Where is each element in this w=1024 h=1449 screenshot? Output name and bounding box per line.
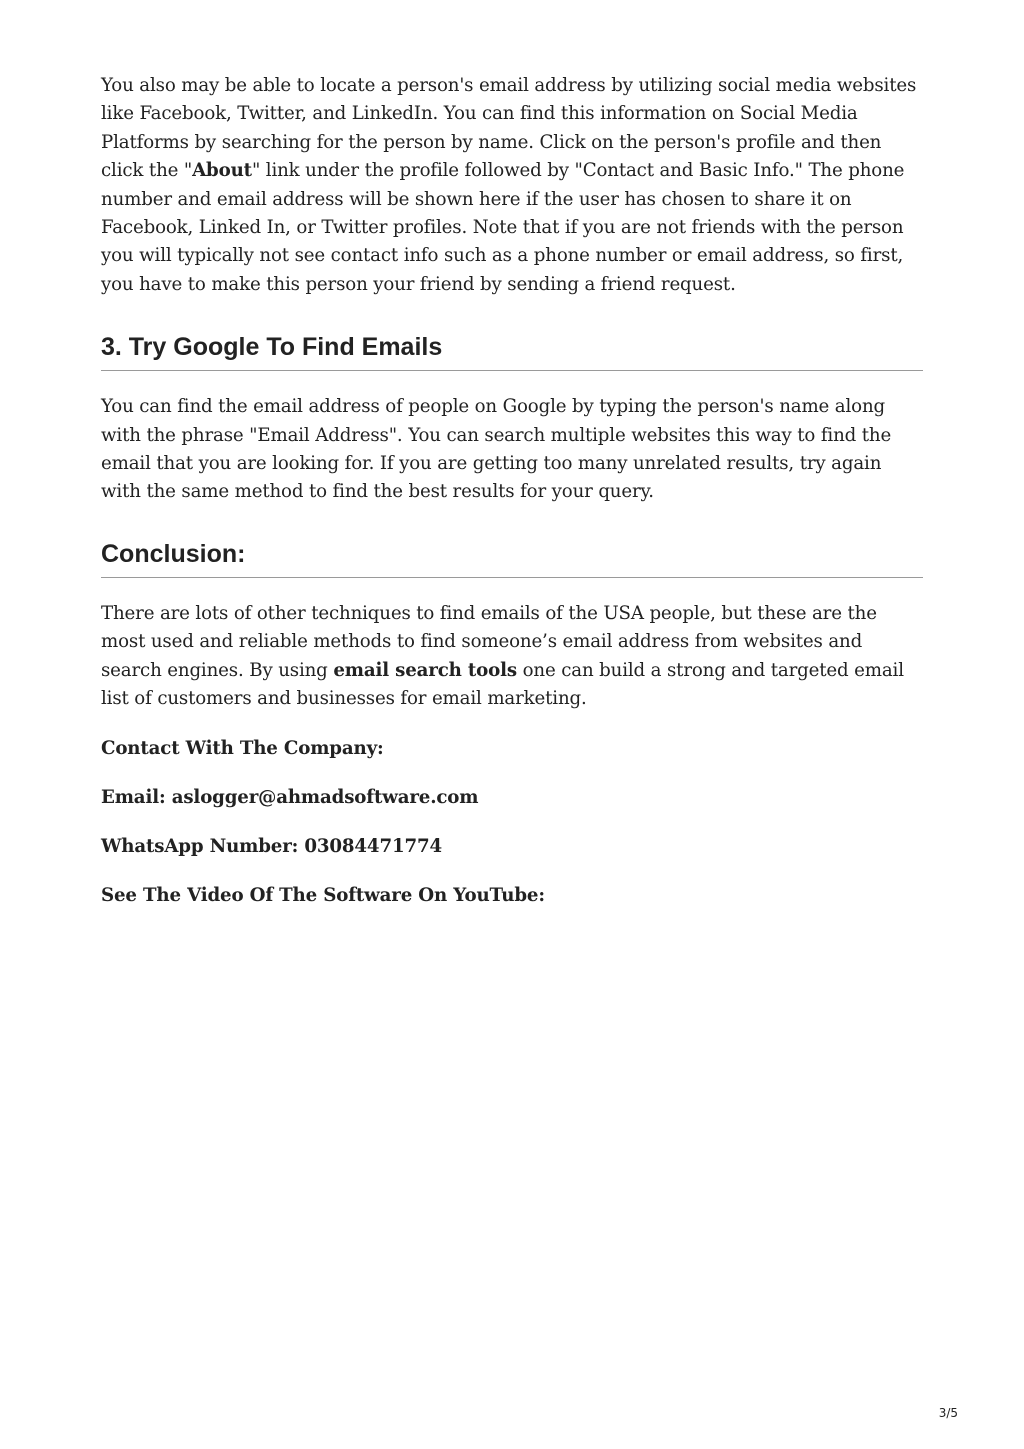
conclusion-paragraph bbox=[101, 600, 923, 714]
google-section-heading: 3. Try Google To Find Emails bbox=[101, 332, 923, 371]
google-section-paragraph: You can find the email address of people on Google by typing the person's name along with the phrase "Email Address". You can search multiple websites this way to find the email that you are looking for. If you are getting too many unrelated results, try again with the same method to find the best results for your query. bbox=[101, 396, 892, 503]
intro-text-end: " link under the profile followed by "Contact and Basic Info." The phone number and email address will be shown here if the user has chosen to share it on Facebook, Linked In, or Twitter profiles. Note that if you are not friends with the person you will typically not see contact info such as a phone number or email address, so first, you have to make this person your friend by sending a friend request. bbox=[101, 160, 905, 295]
about-link-text: About bbox=[192, 160, 252, 182]
contact-whatsapp: WhatsApp Number: 03084471774 bbox=[101, 835, 442, 857]
intro-paragraph bbox=[101, 72, 923, 299]
video-heading: See The Video Of The Software On YouTube: bbox=[101, 884, 545, 906]
page-number: 3/5 bbox=[938, 1406, 958, 1420]
document-page bbox=[101, 72, 923, 910]
intro-text-start: You also may be able to locate a person's email address by utilizing social media websites like Facebook, Twitter, and LinkedIn. You can find this information on Social Media Platforms by searching for the person by name. Click on the person's profile and then click the " bbox=[101, 75, 917, 182]
email-search-tools-text: email search tools bbox=[333, 659, 517, 681]
conclusion-text-start: There are lots of other techniques to find emails of the USA people, but these are the most used and reliable methods to find someone’s email address from websites and search engines. By using bbox=[101, 602, 877, 681]
contact-email: Email: aslogger@ahmadsoftware.com bbox=[101, 786, 479, 808]
conclusion-heading: Conclusion: bbox=[101, 539, 923, 578]
conclusion-text-end: one can build a strong and targeted email list of customers and businesses for email marketing. bbox=[101, 659, 904, 710]
contact-title: Contact With The Company: bbox=[101, 737, 384, 759]
